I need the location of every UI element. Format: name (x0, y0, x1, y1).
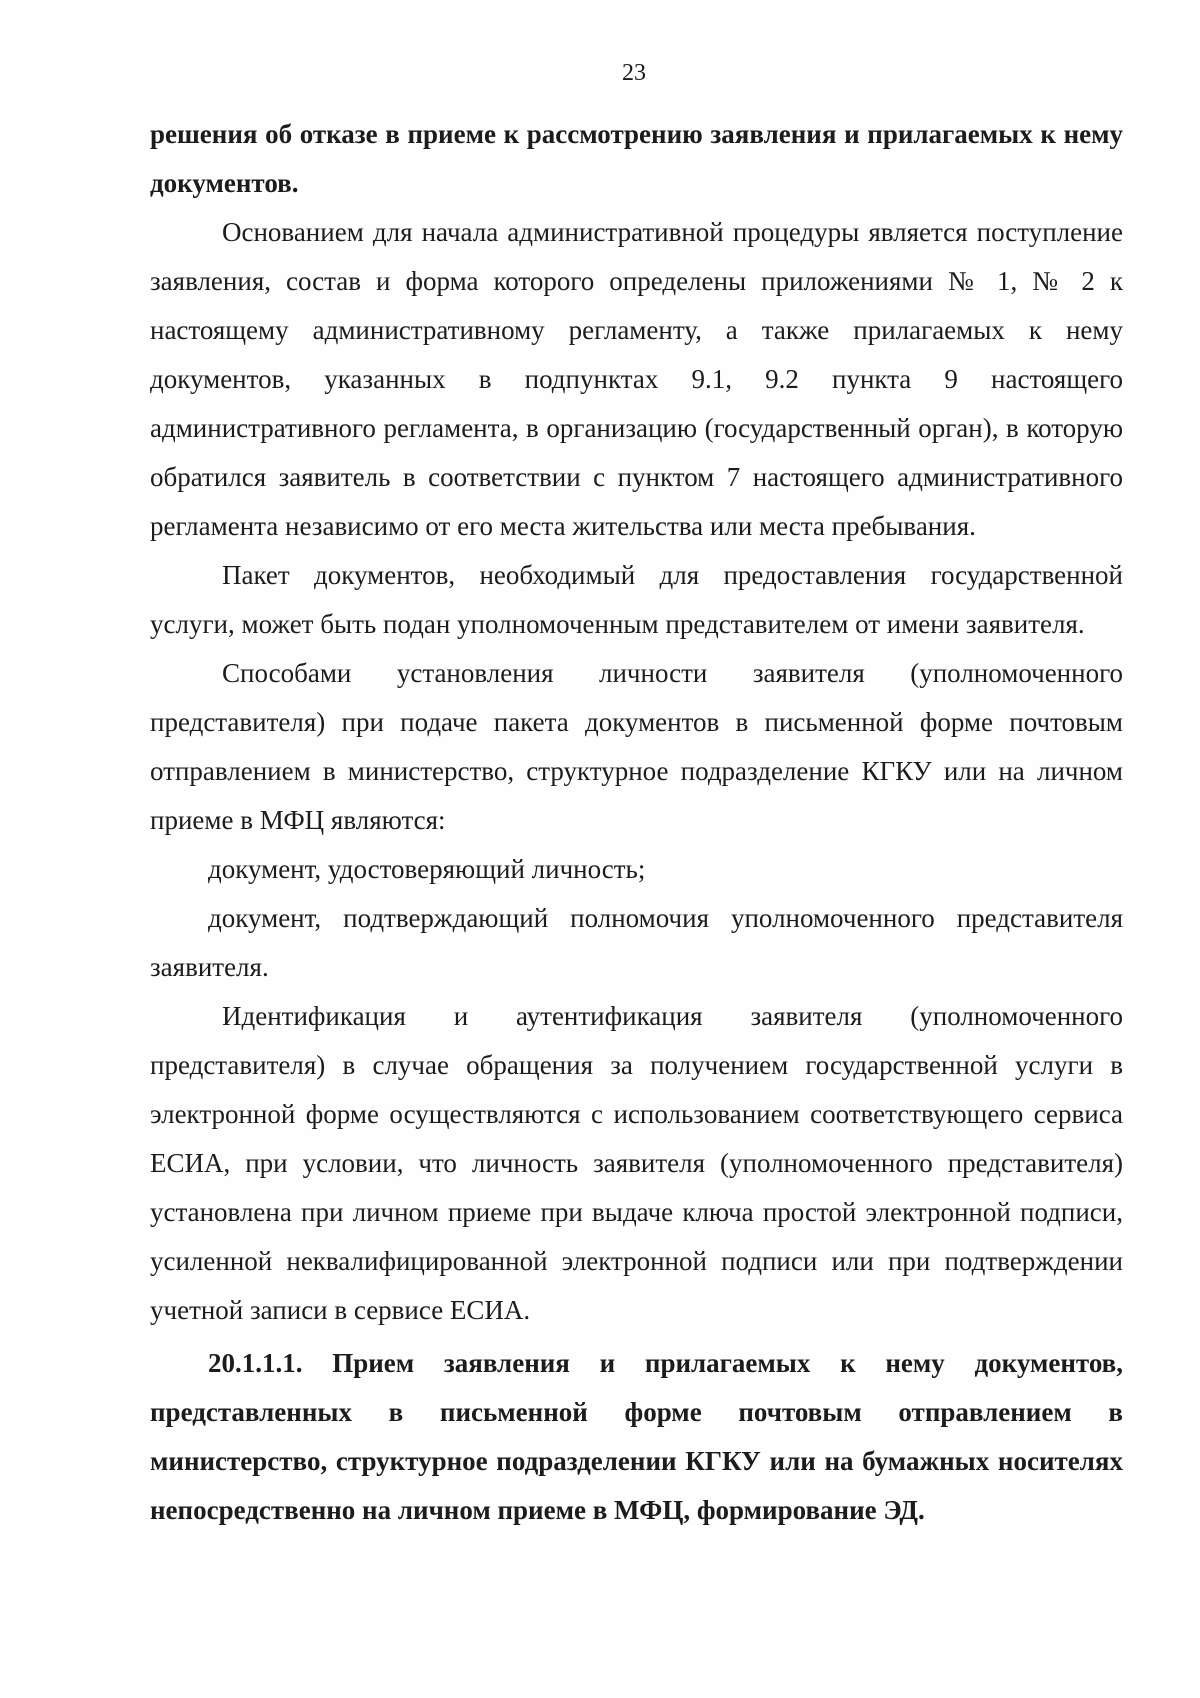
list-item-authority-document: документ, подтверждающий полномочия уполномоченного представителя заявителя. (150, 903, 1123, 982)
paragraph-esia-authentication: Идентификация и аутентификация заявителя (уполномоченного представителя) в случае обращения за получением государственной услуги в электронной форме осуществляются с использованием соответствующего сервиса ЕСИА, при условии, что личность заявителя (уполномоченного представителя) установлена при личном приеме при выдаче ключа простой электронной подписи, усиленной неквалифицированной электронной подписи или при подтверждении учетной записи в сервисе ЕСИА. (150, 1001, 1123, 1325)
paragraph-identification-methods: Способами установления личности заявителя (уполномоченного представителя) при подаче пакета документов в письменной форме почтовым отправлением в министерство, структурное подразделение КГКУ или на личном приеме в МФЦ являются: (150, 658, 1123, 835)
page-number: 23 (622, 60, 646, 86)
document-body (150, 110, 1123, 1535)
list-item-identity-document: документ, удостоверяющий личность; (208, 854, 646, 884)
section-heading-20-1-1-1: 20.1.1.1. Прием заявления и прилагаемых к нему документов, представленных в письменной форме почтовым отправлением в министерство, структурное подразделении КГКУ или на бумажных носителях непосредственно на личном приеме в МФЦ, формирование ЭД. (150, 1348, 1123, 1525)
section-heading-continuation: решения об отказе в приеме к рассмотрению заявления и прилагаемых к нему документов. (150, 119, 1123, 198)
paragraph-basis: Основанием для начала административной процедуры является поступление заявления, состав и форма которого определены приложениями № 1, № 2 к настоящему административному регламенту, а также прилагаемых к нему документов, указанных в подпунктах 9.1, 9.2 пункта 9 настоящего административного регламента, в организацию (государственный орган), в которую обратился заявитель в соответствии с пунктом 7 настоящего административного регламента независимо от его места жительства или места пребывания. (150, 217, 1123, 541)
paragraph-document-package: Пакет документов, необходимый для предоставления государственной услуги, может быть подан уполномоченным представителем от имени заявителя. (150, 560, 1123, 639)
